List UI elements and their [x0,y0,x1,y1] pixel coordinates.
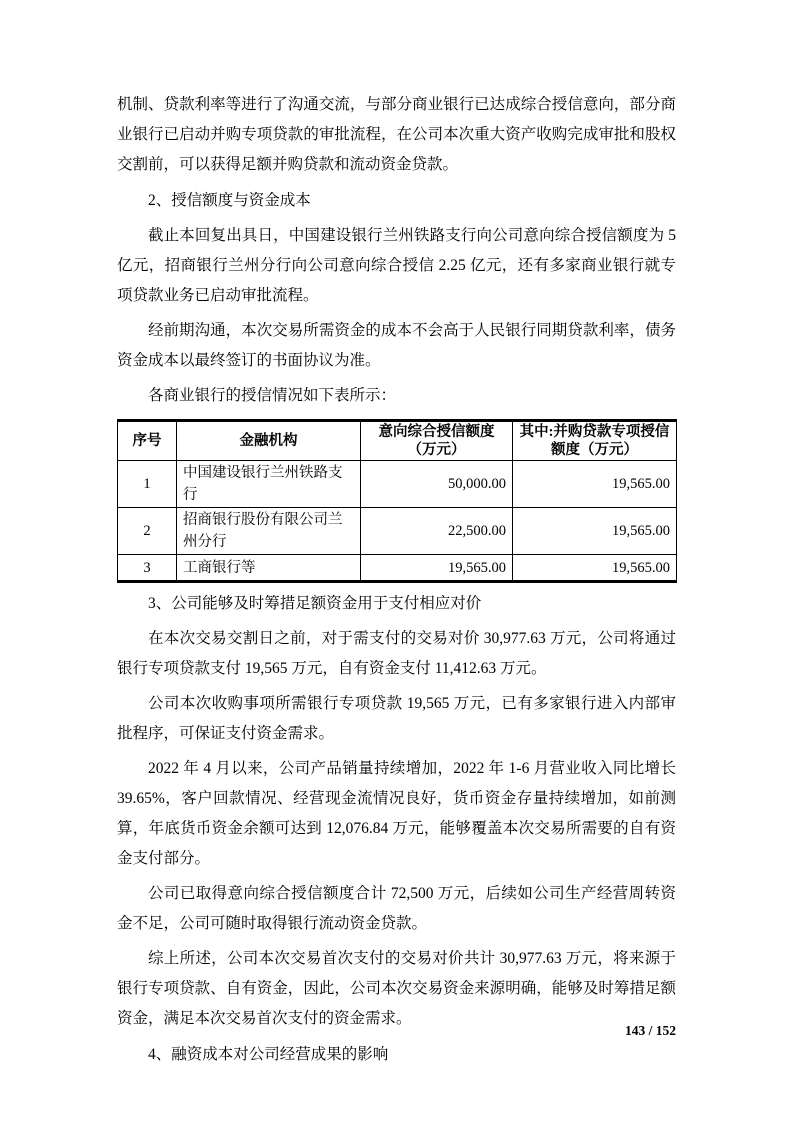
cell-index: 3 [118,555,177,582]
table-row [118,555,677,582]
document-content [117,90,676,1074]
paragraph-revenue-growth: 2022 年 4 月以来，公司产品销量持续增加，2022 年 1-6 月营业收入同比增长 39.65%，客户回款情况、经营现金流情况良好，货币资金存量持续增加，如前测算，年底货币资金余额可达到 12,076.84 万元，能够覆盖本次交易所需要的自有资金支付部分。 [117,760,676,867]
column-header-ma-loan-credit: 其中:并购贷款专项授信额度（万元） [513,421,677,461]
paragraph-payment-breakdown: 在本次交易交割日之前，对于需支付的交易对价 30,977.63 万元，公司将通过银行专项贷款支付 19,565 万元，自有资金支付 11,412.63 万元。 [117,630,676,677]
cell-intended-credit: 50,000.00 [361,461,513,508]
credit-facility-table [117,419,677,583]
paragraph-intro-continuation: 机制、贷款利率等进行了沟通交流，与部分商业银行已达成综合授信意向，部分商业银行已启动并购专项贷款的审批流程，在公司本次重大资产收购完成审批和股权交割前，可以获得足额并购贷款和流动资金贷款。 [117,96,676,173]
page-number: 143 / 152 [624,1023,676,1038]
paragraph-table-lead-in: 各商业银行的授信情况如下表所示： [148,387,397,404]
cell-index: 1 [118,461,177,508]
cell-intended-credit: 19,565.00 [361,555,513,582]
paragraph-funding-cost: 经前期沟通，本次交易所需资金的成本不会高于人民银行同期贷款利率，债务资金成本以最终签订的书面协议为准。 [117,322,676,369]
cell-index: 2 [118,508,177,555]
cell-ma-loan-credit: 19,565.00 [513,461,677,508]
heading-section-3: 3、公司能够及时筹措足额资金用于支付相应对价 [148,595,482,612]
cell-institution: 中国建设银行兰州铁路支行 [177,461,361,508]
heading-section-2: 2、授信额度与资金成本 [148,192,311,209]
column-header-intended-credit: 意向综合授信额度（万元） [361,421,513,461]
cell-ma-loan-credit: 19,565.00 [513,508,677,555]
table-header-row [118,421,677,461]
cell-institution: 招商银行股份有限公司兰州分行 [177,508,361,555]
cell-ma-loan-credit: 19,565.00 [513,555,677,582]
paragraph-credit-lines: 截止本回复出具日，中国建设银行兰州铁路支行向公司意向综合授信额度为 5 亿元，招商银行兰州分行向公司意向综合授信 2.25 亿元，还有多家商业银行就专项贷款业务已启动审批流程。 [117,227,676,304]
cell-intended-credit: 22,500.00 [361,508,513,555]
paragraph-loan-approval: 公司本次收购事项所需银行专项贷款 19,565 万元，已有多家银行进入内部审批程序，可保证支付资金需求。 [117,695,676,742]
heading-section-4: 4、融资成本对公司经营成果的影响 [148,1046,389,1063]
column-header-index: 序号 [118,421,177,461]
paragraph-summary: 综上所述，公司本次交易首次支付的交易对价共计 30,977.63 万元，将来源于银行专项贷款、自有资金，因此，公司本次交易资金来源明确，能够及时筹措足额资金，满足本次交易首次支付的资金需求。 [117,950,676,1027]
column-header-institution: 金融机构 [177,421,361,461]
paragraph-total-credit: 公司已取得意向综合授信额度合计 72,500 万元，后续如公司生产经营周转资金不足，公司可随时取得银行流动资金贷款。 [117,885,676,932]
table-row [118,461,677,508]
cell-institution: 工商银行等 [177,555,361,582]
table-row [118,508,677,555]
